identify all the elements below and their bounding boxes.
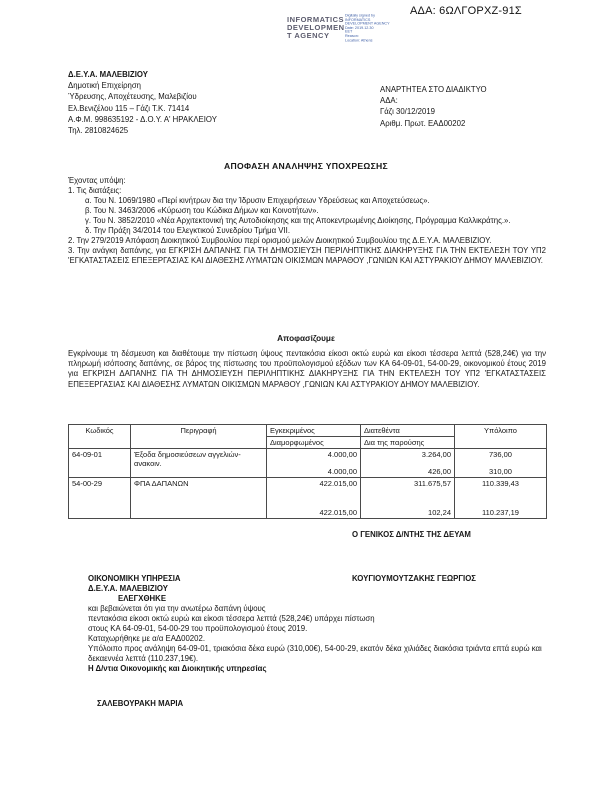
finance-dept-line: ΟΙΚΟΝΟΜΙΚΗ ΥΠΗΡΕΣΙΑ — [88, 574, 181, 583]
organization-vat: Α.Φ.Μ. 998635192 - Δ.Ο.Υ. Α' ΗΡΑΚΛΕΙΟΥ — [68, 114, 217, 124]
stamp-signature-line: Digitally signed by — [345, 14, 375, 18]
finance-text-line: πεντακόσια είκοσι οκτώ ευρώ και είκοσι τέσσερα λεπτά (528,24€) υπάρχει πίστωση — [88, 614, 375, 623]
stamp-signature-line: INFORMATICS — [345, 18, 371, 22]
general-manager-name: ΚΟΥΓΙΟΥΜΟΥΤΖΑΚΗΣ ΓΕΩΡΓΙΟΣ — [352, 574, 476, 583]
cell-balance — [455, 478, 547, 519]
cell-description: Έξοδα δημοσιεύσεων αγγελιών-ανακοιν. — [131, 449, 267, 478]
stamp-signature-line: EET — [345, 30, 353, 35]
organization-address: Ελ.Βενιζέλου 115 – Γάζι Τ.Κ. 71414 — [68, 103, 190, 113]
value-approved: 422.015,00 — [319, 479, 357, 488]
col-header-current: Δια της παρούσης — [361, 437, 455, 449]
col-header-code: Κωδικός — [69, 425, 131, 449]
preamble-item-2: 2. Την 279/2019 Απόφαση Διοικητικού Συμβουλίου περί ορισμού μελών Διοικητικού Συμβουλίου της Δ.Ε.Υ.Α. ΜΑΛΕΒΙΖΙΟΥ. — [68, 236, 492, 245]
ada-code: ΑΔΑ: 6ΩΛΓΟΡΧΖ-91Σ — [410, 5, 522, 17]
stamp-agency-line: T AGENCY — [287, 31, 330, 41]
cell-allocated-current — [361, 449, 455, 478]
finance-director-title: Η Δ/ντια Οικονομικής και Διοικητικής υπηρεσίας — [88, 664, 267, 673]
value-current: 102,24 — [428, 508, 451, 517]
col-header-allocated: Διατεθέντα — [361, 425, 455, 437]
value-balance-before: 736,00 — [489, 450, 512, 459]
ada-label: ΑΔΑ: — [380, 96, 398, 106]
publish-note: ΑΝΑΡΤΗΤΕΑ ΣΤΟ ΔΙΑΔΙΚΤΥΟ — [380, 85, 487, 94]
stamp-signature-line: Reason: — [345, 34, 359, 39]
value-approved: 4.000,00 — [327, 450, 357, 459]
value-balance-after: 110.237,19 — [482, 508, 519, 517]
organization-line: Δημοτική Επιχείρηση — [68, 81, 142, 91]
preamble-item-3: 3. Την ανάγκη δαπάνης, για ΕΓΚΡΙΣΗ ΔΑΠΑΝΗΣ ΓΙΑ ΤΗ ΔΗΜΟΣΙΕΥΣΗ ΠΕΡΙΛΗΠΤΙΚΗΣ ΔΙΑΚΗΡΥΞΗΣ ΓΙΑ ΤΗΝ ΕΚΤΕΛΕΣΗ ΤΟΥ ΥΠ2 'ΕΓΚΑΤΑΣΤΑΣΕΙΣ ΕΠΕΞΕΡΓΑΣΙΑΣ ΚΑΙ ΔΙΑΘΕΣΗΣ ΛΥΜΑΤΩΝ ΟΙΚΙΣΜΩΝ ΜΑΡΑΘΟΥ ,ΓΩΝΙΩΝ ΚΑΙ ΑΣΤΥΡΑΚΙΟΥ ΔΗΜΟΥ ΜΑΛΕΒΙΖΙΟΥ. — [68, 246, 546, 265]
organization-name: Δ.Ε.Υ.Α. ΜΑΛΕΒΙΖΙΟΥ — [68, 70, 148, 79]
cell-allocated-current — [361, 478, 455, 519]
stamp-signature-line: Location: Athens — [345, 38, 373, 43]
cell-description: ΦΠΑ ΔΑΠΑΝΩΝ — [131, 478, 267, 519]
value-allocated: 3.264,00 — [421, 450, 451, 459]
stamp-signature-line: Date: 2019.12.30 — [345, 26, 374, 30]
table-row — [69, 478, 547, 519]
value-allocated: 311.675,57 — [414, 479, 451, 488]
col-header-approved: Εγκεκριμένος — [267, 425, 361, 437]
cell-balance — [455, 449, 547, 478]
col-header-description: Περιγραφή — [131, 425, 267, 449]
col-header-formed: Διαμορφωμένος — [267, 437, 361, 449]
value-formed: 4.000,00 — [327, 467, 357, 476]
protocol-number: Αριθμ. Πρωτ. ΕΑΔ00202 — [380, 118, 466, 128]
decision-paragraph: Εγκρίνουμε τη δέσμευση και διαθέτουμε την πίστωση ύψους πεντακόσια είκοσι οκτώ ευρώ και είκοσι τέσσερα λεπτά (528,24€) για την πληρωμή ισόποσης δαπάνης, σε βάρος της πίστωσης του προϋπολογισμού εξόδων των ΚΑ 64-09-01, 54-00-29, οικονομικού έτους 2019 για ΕΓΚΡΙΣΗ ΔΑΠΑΝΗΣ ΓΙΑ ΤΗ ΔΗΜΟΣΙΕΥΣΗ ΠΕΡΙΛΗΠΤΙΚΗΣ ΔΙΑΚΗΡΥΞΗΣ ΓΙΑ ΤΗΝ ΕΚΤΕΛΕΣΗ ΤΟΥ ΥΠ2 'ΕΓΚΑΤΑΣΤΑΣΕΙΣ ΕΠΕΞΕΡΓΑΣΙΑΣ ΚΑΙ ΔΙΑΘΕΣΗΣ ΛΥΜΑΤΩΝ ΟΙΚΙΣΜΩΝ ΜΑΡΑΘΟΥ ,ΓΩΝΙΩΝ ΚΑΙ ΑΣΤΥΡΑΚΙΟΥ ΔΗΜΟΥ ΜΑΛΕΒΙΖΙΟΥ. — [68, 349, 546, 389]
allocation-table-header — [69, 425, 547, 449]
stamp-agency-name — [287, 16, 345, 41]
stamp-agency-line: INFORMATICS — [287, 15, 345, 24]
preamble-item-1a: α. Του Ν. 1069/1980 «Περί κινήτρων δια την Ίδρυσιν Επιχειρήσεων Υδρεύσεως και Αποχετεύσεως». — [85, 196, 430, 205]
stamp-agency-line: DEVELOPMEN — [287, 23, 345, 33]
decision-heading: Αποφασίζουμε — [277, 334, 335, 343]
preamble-item-1b: β. Του Ν. 3463/2006 «Κύρωση του Κώδικα Δήμων και Κοινοτήτων». — [85, 206, 319, 215]
value-balance-before: 110.339,43 — [482, 479, 519, 488]
preamble-having: Έχοντας υπόψη: — [68, 176, 126, 185]
preamble-item-1c: γ. Του Ν. 3852/2010 «Νέα Αρχιτεκτονική της Αυτοδιοίκησης και της Αποκεντρωμένης Διοίκησης, Πρόγραμμα Καλλικράτης.». — [85, 216, 511, 225]
preamble-item-1d: δ. Την Πράξη 34/2014 του Ελεγκτικού Συνεδρίου Τμήμα VII. — [85, 226, 291, 235]
col-header-balance: Υπόλοιπο — [455, 425, 547, 449]
finance-director-name: ΣΑΛΕΒΟΥΡΑΚΗ ΜΑΡΙΑ — [97, 699, 184, 708]
finance-checked-label: ΕΛΕΓΧΘΗΚΕ — [118, 594, 167, 603]
finance-text-line: στους ΚΑ 64-09-01, 54-00-29 του προϋπολογισμού έτους 2019. — [88, 624, 308, 633]
finance-dept-line: Δ.Ε.Υ.Α. ΜΑΛΕΒΙΖΙΟΥ — [88, 584, 168, 593]
document-title: ΑΠΟΦΑΣΗ ΑΝΑΛΗΨΗΣ ΥΠΟΧΡΕΩΣΗΣ — [224, 161, 388, 171]
table-row — [69, 449, 547, 478]
place-date: Γάζι 30/12/2019 — [380, 107, 436, 117]
stamp-signature-details — [345, 14, 450, 43]
cell-approved-formed — [267, 449, 361, 478]
preamble-item-1: 1. Τις διατάξεις: — [68, 186, 122, 195]
finance-block — [88, 574, 546, 674]
organization-block — [68, 69, 217, 136]
finance-balance-line: Υπόλοιπο προς ανάληψη 64-09-01, τριακόσια δέκα ευρώ (310,00€), 54-00-29, εκατόν δέκα χιλιάδες διακόσια τριάντα επτά ευρώ και δεκαεννέα λεπτά (110.237,19€). — [88, 644, 542, 663]
value-formed: 422.015,00 — [319, 508, 357, 517]
cell-code: 64-09-01 — [69, 449, 131, 478]
cell-code: 54-00-29 — [69, 478, 131, 519]
cell-approved-formed — [267, 478, 361, 519]
preamble — [68, 176, 546, 266]
allocation-table — [68, 424, 547, 519]
organization-phone: Τηλ. 2810824625 — [68, 126, 129, 136]
finance-text-line: και βεβαιώνεται ότι για την ανωτέρω δαπάνη ύψους — [88, 604, 266, 613]
organization-line: Ύδρευσης, Αποχέτευσης, Μαλεβιζίου — [68, 92, 197, 102]
publication-block — [380, 84, 487, 129]
finance-text-line: Καταχωρήθηκε με α/α ΕΑΔ00202. — [88, 634, 205, 643]
general-manager-title: Ο ΓΕΝΙΚΟΣ Δ/ΝΤΗΣ ΤΗΣ ΔΕΥΑΜ — [352, 530, 471, 539]
value-balance-after: 310,00 — [489, 467, 512, 476]
value-current: 426,00 — [428, 467, 451, 476]
stamp-signature-line: DEVELOPMENT AGENCY — [345, 22, 390, 26]
